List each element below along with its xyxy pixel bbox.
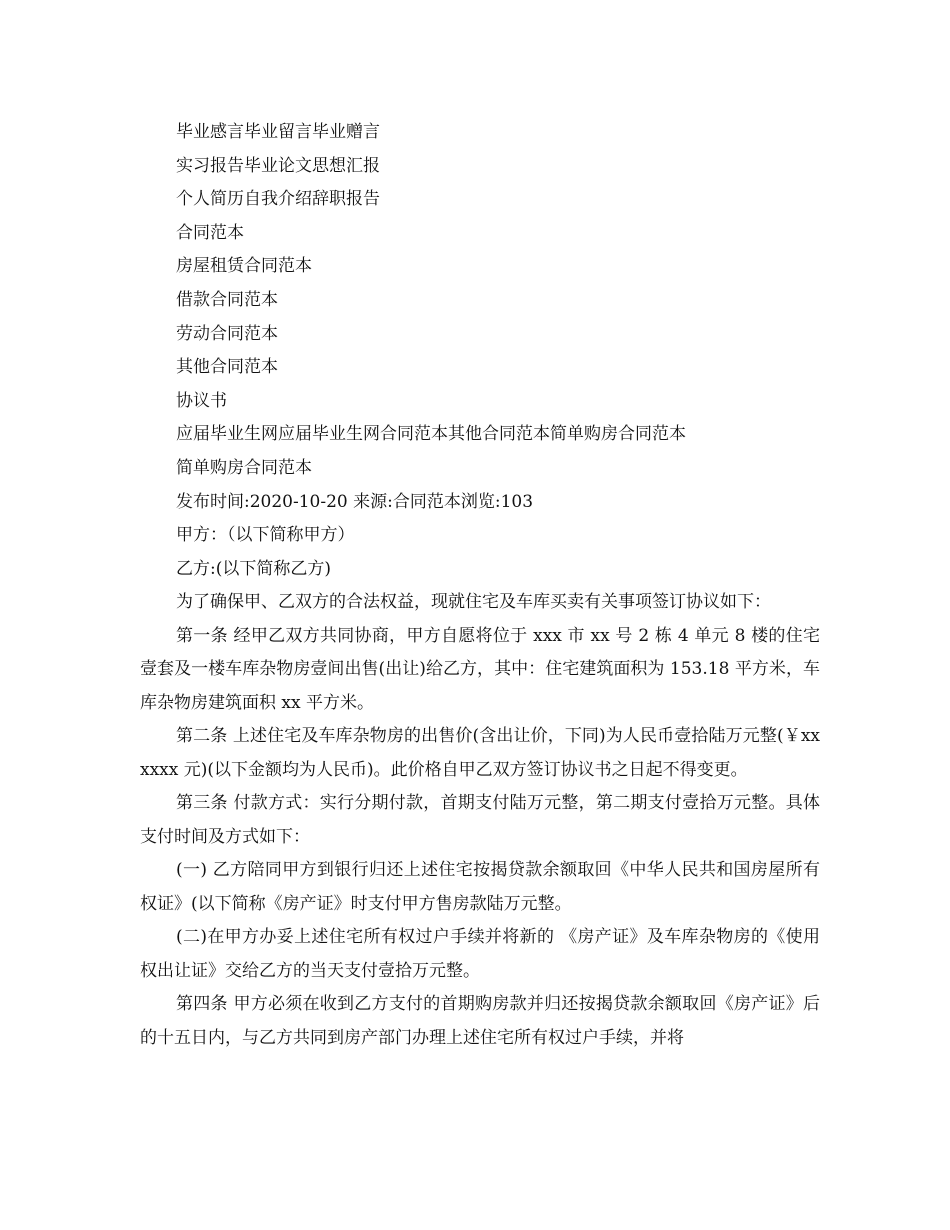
party-a-line: 甲方：（以下简称甲方） <box>176 525 355 546</box>
contract-paragraph: (一) 乙方陪同甲方到银行归还上述住宅按揭贷款余额取回《中华人民共和国房屋所有权证》(以下简称《房产证》时支付甲方售房款陆万元整。 <box>140 860 820 914</box>
nav-line: 个人简历自我介绍辞职报告 <box>176 189 380 210</box>
nav-line: 毕业感言毕业留言毕业赠言 <box>176 122 380 142</box>
nav-line: 劳动合同范本 <box>176 323 278 344</box>
nav-line: 其他合同范本 <box>176 357 278 378</box>
contract-paragraph: 第四条 甲方必须在收到乙方支付的首期购房款并归还按揭贷款余额取回《房产证》后的十五日内，与乙方共同到房产部门办理上述住宅所有权过户手续，并将 <box>140 994 820 1048</box>
contract-paragraph: 第三条 付款方式：实行分期付款，首期支付陆万元整，第二期支付壹拾万元整。具体支付时间及方式如下： <box>140 793 820 847</box>
party-b-line: 乙方:(以下简称乙方) <box>176 558 331 579</box>
contract-paragraph: (二)在甲方办妥上述住宅所有权过户手续并将新的 《房产证》及车库杂物房的《使用权出让证》交给乙方的当天支付壹拾万元整。 <box>140 927 820 981</box>
nav-line: 协议书 <box>176 390 227 411</box>
contract-body <box>140 586 820 1055</box>
nav-line: 借款合同范本 <box>176 289 278 310</box>
breadcrumb: 应届毕业生网应届毕业生网合同范本其他合同范本简单购房合同范本 <box>176 424 686 445</box>
nav-line: 合同范本 <box>176 222 244 243</box>
publish-info: 发布时间:2020-10-20 来源:合同范本浏览:103 <box>176 491 534 512</box>
site-navigation-text <box>176 116 826 586</box>
contract-paragraph: 第一条 经甲乙双方共同协商，甲方自愿将位于 xxx 市 xx 号 2 栋 4 单元 8 楼的住宅壹套及一楼车库杂物房壹间出售(出让)给乙方，其中：住宅建筑面积为 153.18 平方米，车库杂物房建筑面积 xx 平方米。 <box>140 625 820 713</box>
nav-line: 房屋租赁合同范本 <box>176 256 312 277</box>
contract-paragraph: 第二条 上述住宅及车库杂物房的出售价(含出让价，下同)为人民币壹拾陆万元整(￥xxxxxx 元)(以下金额均为人民币)。此价格自甲乙双方签订协议书之日起不得变更。 <box>140 726 820 780</box>
document-title: 简单购房合同范本 <box>176 457 312 478</box>
contract-paragraph: 为了确保甲、乙双方的合法权益，现就住宅及车库买卖有关事项签订协议如下： <box>176 592 771 612</box>
nav-line: 实习报告毕业论文思想汇报 <box>176 155 380 176</box>
